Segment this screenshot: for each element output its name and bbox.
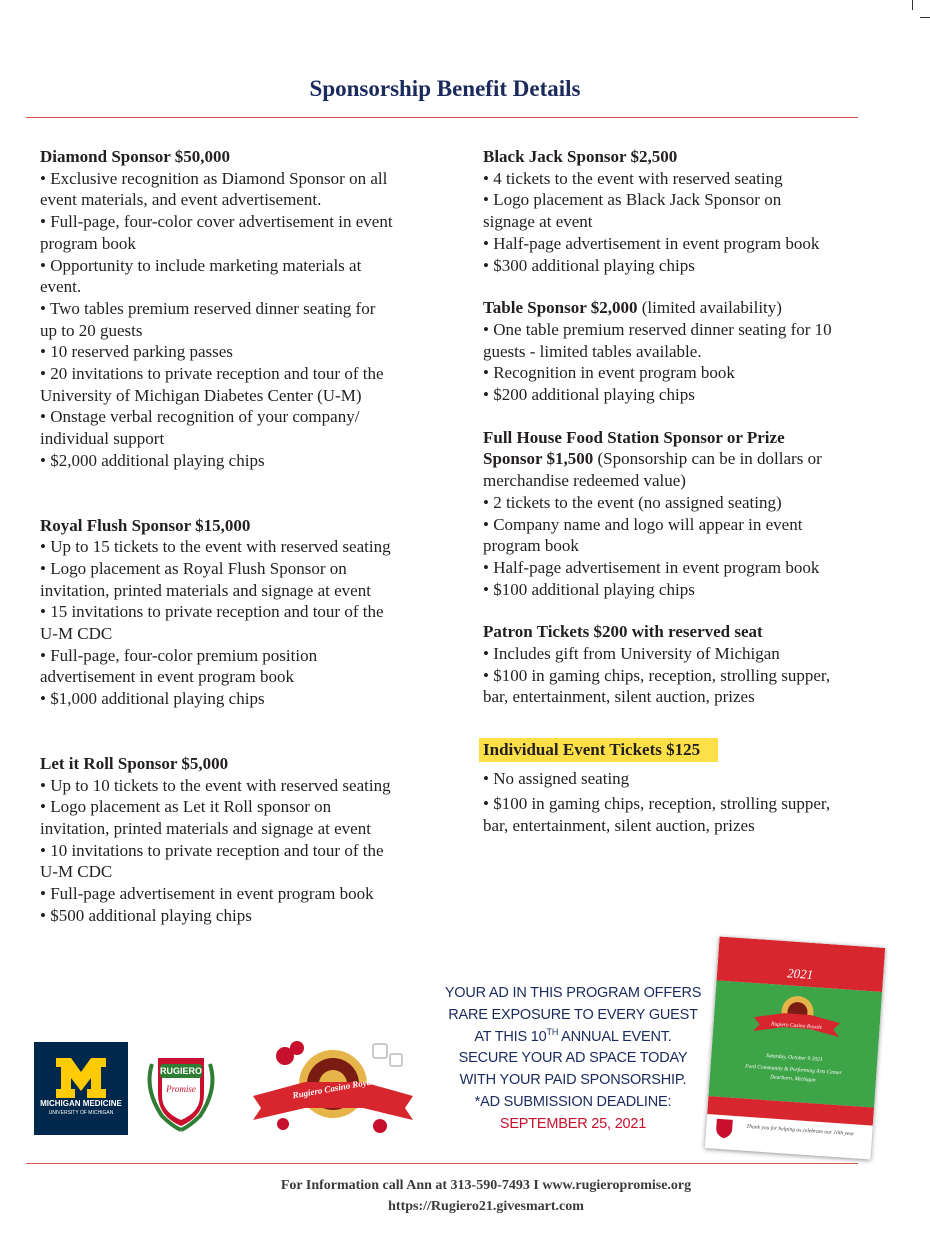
- heading-note: (limited availability): [637, 298, 782, 318]
- booklet-year: 2021: [786, 965, 814, 983]
- benefit-line: program book: [40, 233, 136, 253]
- benefit-line: U-M CDC: [40, 624, 113, 644]
- benefit-line: • $100 in gaming chips, reception, strolling supper,: [483, 665, 831, 685]
- benefit-line: • 4 tickets to the event with reserved seating: [483, 168, 783, 188]
- left-column: [40, 146, 440, 927]
- heading-bold: Sponsor $1,500: [483, 449, 594, 469]
- benefit-line: • $200 additional playing chips: [483, 385, 695, 405]
- benefit-line: • Logo placement as Royal Flush Sponsor on: [40, 558, 347, 578]
- benefit-line: • Half-page advertisement in event program book: [483, 233, 820, 253]
- section-heading: Diamond Sponsor $50,000: [40, 147, 231, 166]
- benefit-line: • Includes gift from University of Michigan: [483, 644, 780, 664]
- let-it-roll-sponsor-section: [40, 753, 440, 927]
- benefit-line: • 20 invitations to private reception and tour of the: [40, 364, 384, 384]
- bottom-divider: [26, 1163, 858, 1164]
- benefit-line: • Logo placement as Let it Roll sponsor on: [40, 797, 332, 817]
- benefit-line: • Up to 10 tickets to the event with reserved seating: [40, 775, 391, 795]
- section-heading: Royal Flush Sponsor $15,000: [40, 515, 251, 535]
- benefit-line: • $300 additional playing chips: [483, 255, 695, 275]
- promo-line-anniversary: AT THIS 10TH ANNUAL EVENT.: [474, 1026, 672, 1045]
- page-title: Sponsorship Benefit Details: [309, 76, 581, 101]
- benefit-line: signage at event: [483, 212, 593, 232]
- benefit-line: • Full-page advertisement in event program book: [40, 884, 374, 904]
- patron-tickets-section: [483, 621, 878, 708]
- benefit-line: • Two tables premium reserved dinner seating for: [40, 298, 376, 318]
- benefit-line: • No assigned seating: [483, 769, 630, 789]
- benefit-line: • Recognition in event program book: [483, 363, 735, 383]
- booklet-casino-name: Rugiero Casino Royale: [770, 1021, 823, 1031]
- booklet-shield-icon: [713, 1117, 734, 1140]
- benefit-line: program book: [483, 536, 579, 556]
- benefit-line: • $2,000 additional playing chips: [40, 450, 265, 470]
- promo-line: *AD SUBMISSION DEADLINE:: [474, 1093, 672, 1110]
- casino-name: Rugiero Casino Royale: [291, 1075, 379, 1101]
- benefit-line: • $1,000 additional playing chips: [40, 689, 265, 709]
- full-house-sponsor-section: [483, 427, 878, 601]
- benefit-line: • Half-page advertisement in event program book: [483, 557, 820, 577]
- section-heading: Patron Tickets $200 with reserved seat: [483, 622, 763, 642]
- benefit-line: • Onstage verbal recognition of your company/: [40, 407, 360, 427]
- benefit-line: • Opportunity to include marketing materials at: [40, 255, 362, 275]
- contact-line: For Information call Ann at 313-590-7493 I www.rugieropromise.org: [280, 1178, 692, 1193]
- booklet-venue: Dearborn, Michigan: [769, 1074, 816, 1084]
- block-m-icon: [56, 1058, 106, 1098]
- promo-line: YOUR AD IN THIS PROGRAM OFFERS: [444, 985, 702, 1001]
- section-heading: Let it Roll Sponsor $5,000: [40, 753, 229, 773]
- benefit-line: event.: [40, 277, 82, 297]
- rugiero-promise-logo: [142, 1044, 220, 1132]
- benefit-line: advertisement in event program book: [40, 667, 294, 687]
- benefit-line: U-M CDC: [40, 862, 113, 882]
- um-line2: UNIVERSITY OF MICHIGAN: [48, 1110, 114, 1116]
- individual-tickets-section: [483, 738, 878, 836]
- promo-line: SECURE YOUR AD SPACE TODAY: [458, 1050, 688, 1067]
- crop-mark-horizontal: [920, 17, 930, 18]
- benefit-line: up to 20 guests: [40, 320, 143, 340]
- heading-bold: Table Sponsor $2,000: [483, 298, 638, 318]
- program-book-cover: [705, 936, 885, 1159]
- top-divider: [26, 117, 858, 118]
- rp-sub: Promise: [166, 1084, 196, 1094]
- individual-tickets-heading: Individual Event Tickets $125: [479, 738, 718, 762]
- benefit-line: • Exclusive recognition as Diamond Sponsor on all: [40, 168, 388, 188]
- benefit-line: guests - limited tables available.: [483, 341, 702, 361]
- rp-name: RUGIERO: [159, 1066, 202, 1076]
- benefit-line: • Full-page, four-color cover advertisement in event: [40, 212, 393, 232]
- benefit-line: • 2 tickets to the event (no assigned seating): [483, 492, 782, 512]
- diamond-sponsor-section: [40, 146, 440, 472]
- um-line1: MICHIGAN MEDICINE: [40, 1099, 122, 1108]
- right-column: [483, 146, 878, 839]
- booklet-venue: Ford Community & Performing Arts Center: [745, 1063, 842, 1077]
- section-heading: Full House Food Station Sponsor or Prize: [483, 427, 785, 447]
- benefit-line: • 10 invitations to private reception and tour of the: [40, 840, 384, 860]
- rp-foundation: FOUNDATION: [167, 1097, 195, 1102]
- benefit-line: bar, entertainment, silent auction, prizes: [483, 815, 755, 835]
- royal-flush-sponsor-section: [40, 515, 440, 710]
- crop-mark-vertical: [912, 0, 913, 10]
- benefit-line: • Full-page, four-color premium position: [40, 645, 318, 665]
- benefit-line: University of Michigan Diabetes Center (U-M): [40, 385, 362, 405]
- casino-royale-logo: [245, 1036, 420, 1136]
- ad-deadline: SEPTEMBER 25, 2021: [499, 1115, 647, 1132]
- michigan-medicine-logo: [34, 1042, 128, 1135]
- section-heading-continued: [483, 448, 878, 470]
- black-jack-sponsor-section: [483, 146, 878, 276]
- benefit-line: • 10 reserved parking passes: [40, 342, 233, 362]
- givesmart-link[interactable]: https://Rugiero21.givesmart.com: [388, 1199, 584, 1214]
- benefit-line: • 15 invitations to private reception and tour of the: [40, 602, 384, 622]
- benefit-line: merchandise redeemed value): [483, 471, 686, 491]
- table-sponsor-section: [483, 297, 878, 406]
- ad-promo-text: [428, 983, 718, 1136]
- heading-note: (Sponsorship can be in dollars or: [593, 449, 822, 469]
- benefit-line: • $500 additional playing chips: [40, 905, 252, 925]
- benefit-line: invitation, printed materials and signage at event: [40, 580, 371, 600]
- benefit-line: • One table premium reserved dinner seating for 10: [483, 319, 832, 339]
- section-heading: Black Jack Sponsor $2,500: [483, 147, 678, 166]
- benefit-line: • $100 additional playing chips: [483, 579, 695, 599]
- booklet-thanks: Thank you for helping us celebrate our 10th year: [746, 1123, 855, 1138]
- benefit-line: invitation, printed materials and signage at event: [40, 818, 371, 838]
- benefit-line: • Logo placement as Black Jack Sponsor on: [483, 190, 782, 210]
- booklet-date: Saturday, October 9 2021: [765, 1053, 823, 1063]
- promo-line: WITH YOUR PAID SPONSORSHIP.: [459, 1072, 687, 1089]
- benefit-line: event materials, and event advertisement.: [40, 190, 322, 210]
- benefit-line: bar, entertainment, silent auction, prizes: [483, 687, 755, 707]
- promo-line: RARE EXPOSURE TO EVERY GUEST: [448, 1006, 698, 1023]
- benefit-line: • $100 in gaming chips, reception, strolling supper,: [483, 793, 831, 813]
- benefit-line: • Company name and logo will appear in event: [483, 514, 803, 534]
- benefit-line: • Up to 15 tickets to the event with reserved seating: [40, 537, 391, 557]
- contact-info: [0, 1175, 930, 1217]
- section-heading: [483, 297, 878, 319]
- benefit-line: individual support: [40, 429, 165, 449]
